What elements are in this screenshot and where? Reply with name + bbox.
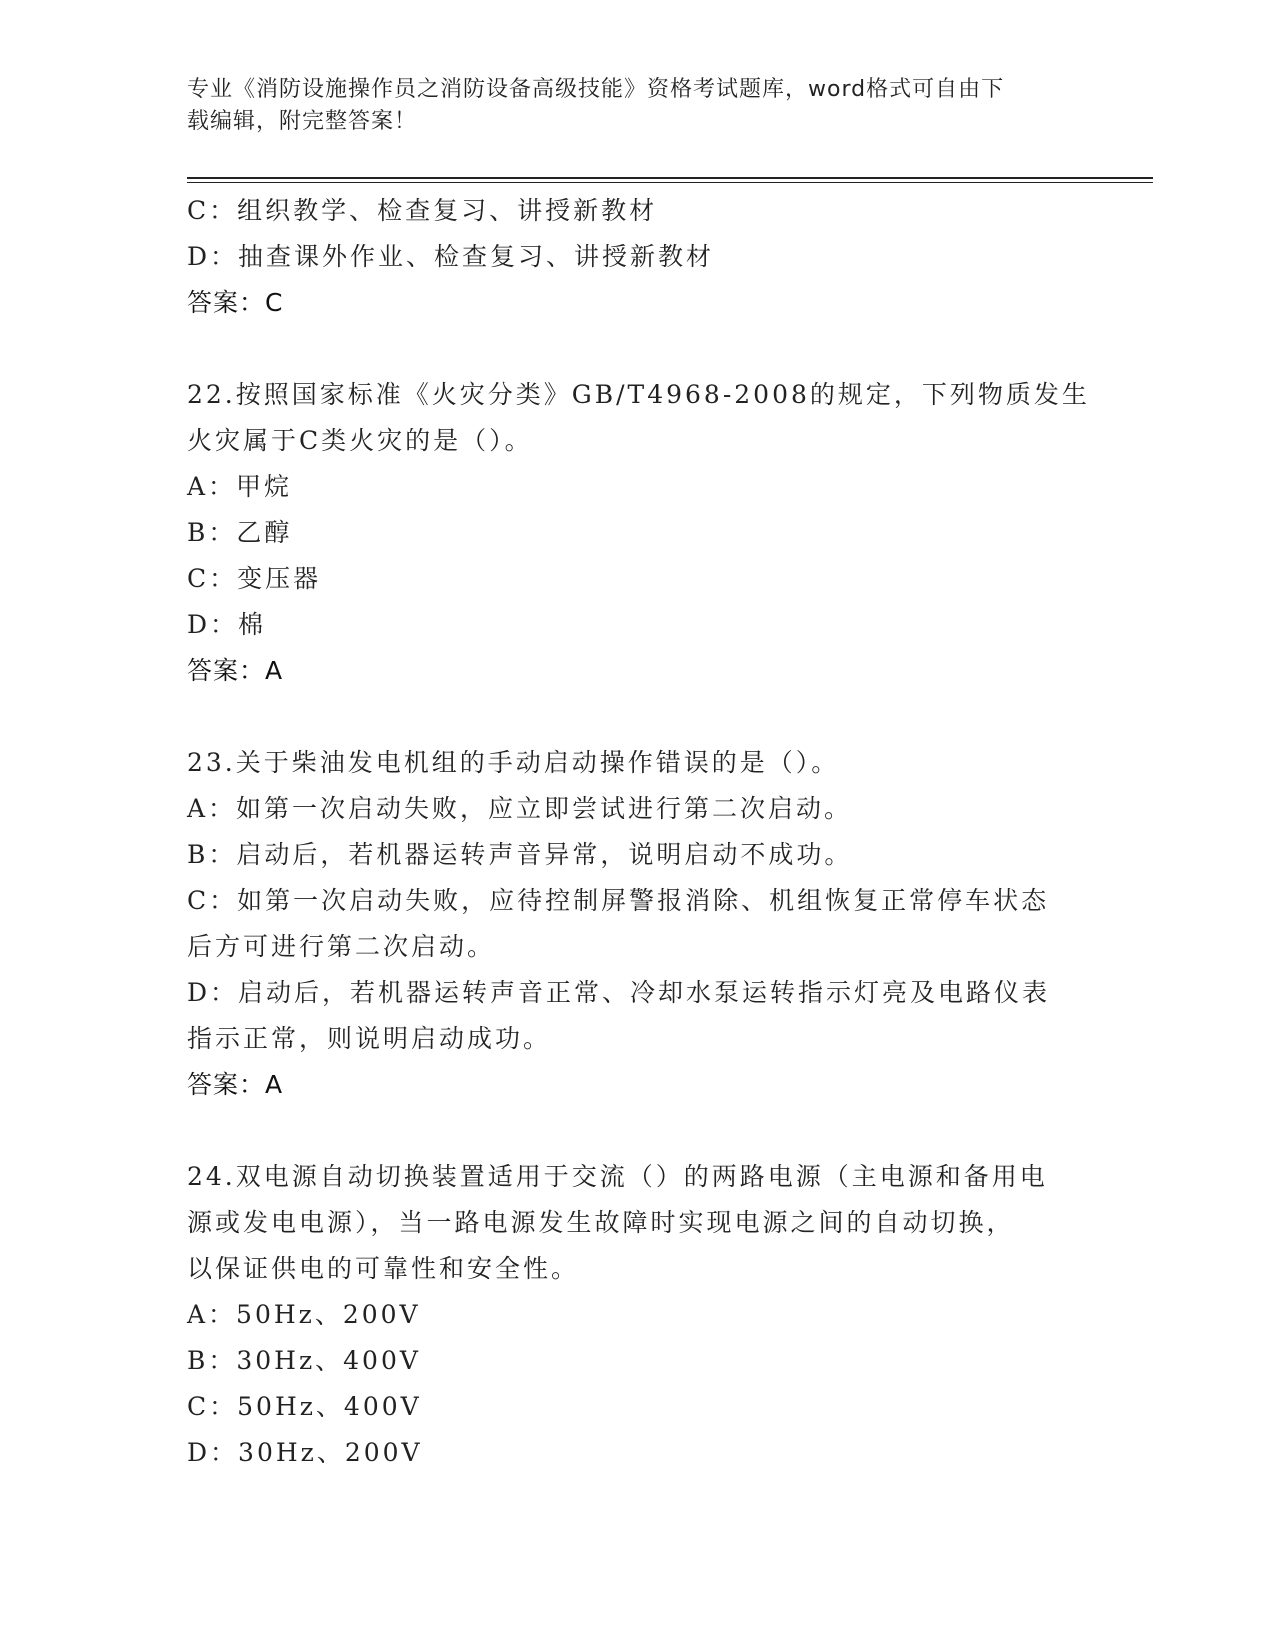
option-d: D：启动后，若机器运转声音正常、冷却水泵运转指示灯亮及电路仪表 xyxy=(187,978,1051,1007)
option-c: C：如第一次启动失败，应待控制屏警报消除、机组恢复正常停车状态 xyxy=(187,886,1050,915)
answer-line: 答案：A xyxy=(187,1070,284,1099)
option-c: C：50Hz、400V xyxy=(187,1392,422,1421)
option-d: D：棉 xyxy=(187,610,267,639)
option-a: A：50Hz、200V xyxy=(187,1300,421,1329)
option-b: B：乙醇 xyxy=(187,518,293,547)
page-header xyxy=(187,74,1067,138)
option-c: C：变压器 xyxy=(187,564,322,593)
question-text-line: 22.按照国家标准《火灾分类》GB/T4968-2008的规定，下列物质发生 xyxy=(187,380,1090,409)
option-a: A：甲烷 xyxy=(187,472,293,501)
question-23 xyxy=(187,740,1087,1108)
option-d: D：30Hz、200V xyxy=(187,1438,423,1467)
header-divider-thin xyxy=(187,182,1153,183)
option-a: A：如第一次启动失败，应立即尝试进行第二次启动。 xyxy=(187,794,853,823)
option-c-continued: 后方可进行第二次启动。 xyxy=(187,932,496,961)
answer-line: 答案：C xyxy=(187,288,284,317)
answer-line: 答案：A xyxy=(187,656,284,685)
question-24 xyxy=(187,1154,1087,1476)
question-text-line: 源或发电电源），当一路电源发生故障时实现电源之间的自动切换， xyxy=(187,1208,1015,1237)
header-divider-thick xyxy=(187,177,1153,179)
document-body xyxy=(187,188,1090,1476)
option-b: B：30Hz、400V xyxy=(187,1346,421,1375)
question-text-line: 火灾属于C类火灾的是（）。 xyxy=(187,426,533,455)
option-c: C：组织教学、检查复习、讲授新教材 xyxy=(187,196,658,225)
header-line-2: 载编辑，附完整答案！ xyxy=(187,109,418,134)
question-text-line: 以保证供电的可靠性和安全性。 xyxy=(187,1254,580,1283)
option-b: B：启动后，若机器运转声音异常，说明启动不成功。 xyxy=(187,840,853,869)
question-22 xyxy=(187,372,1090,694)
question-text-line: 24.双电源自动切换装置适用于交流（）的两路电源（主电源和备用电 xyxy=(187,1162,1048,1191)
header-line-1: 专业《消防设施操作员之消防设备高级技能》资格考试题库，word格式可自由下 xyxy=(187,77,1005,102)
question-21-continued xyxy=(187,188,1087,326)
option-d: D：抽查课外作业、检查复习、讲授新教材 xyxy=(187,242,715,271)
option-d-continued: 指示正常，则说明启动成功。 xyxy=(187,1024,552,1053)
question-text-line: 23.关于柴油发电机组的手动启动操作错误的是（）。 xyxy=(187,748,840,777)
